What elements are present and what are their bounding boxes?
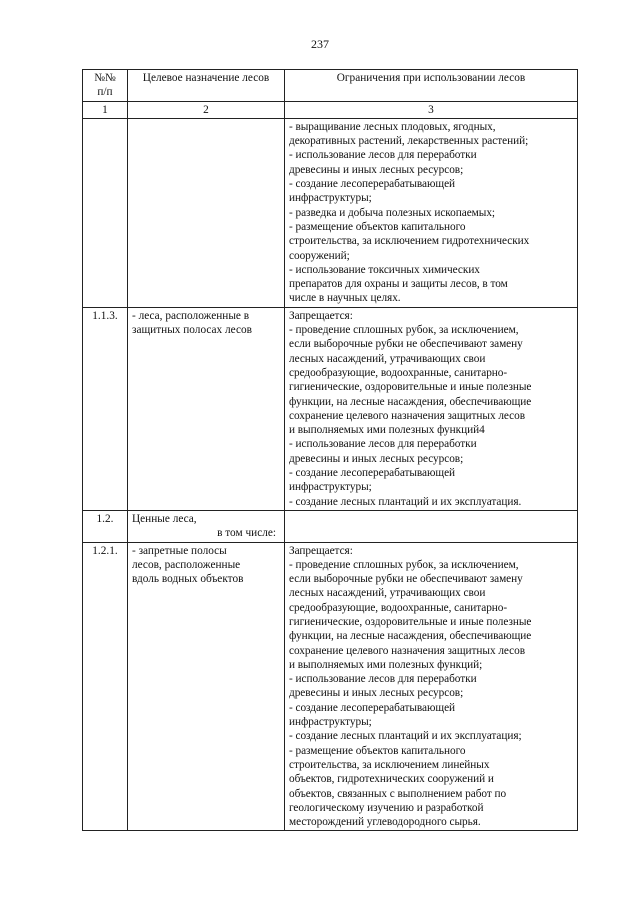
restriction-line: геологическому изучению и разработкой <box>289 801 484 814</box>
restriction-line: - создание лесных плантаций и их эксплуатация; <box>289 730 522 743</box>
restriction-line: месторождений углеводородного сырья. <box>289 816 481 829</box>
row-number <box>83 118 128 307</box>
restriction-line: - использование лесов для переработки <box>289 149 477 162</box>
row-purpose <box>128 542 285 831</box>
restriction-line: сохранение целевого назначения защитных лесов <box>289 644 526 657</box>
column-number-row <box>83 101 578 118</box>
header-restrictions: Ограничения при использовании лесов <box>285 70 578 102</box>
restriction-line: - использование токсичных химических <box>289 263 480 276</box>
column-number-2: 2 <box>128 101 285 118</box>
row-number: 1.2. <box>83 510 128 542</box>
restriction-line: строительства, за исключением линейных <box>289 758 490 771</box>
row-restrictions <box>285 307 578 510</box>
restriction-line: - размещение объектов капитального <box>289 220 466 233</box>
row-purpose <box>128 510 285 542</box>
header-number <box>83 70 128 102</box>
restriction-line: - разведка и добыча полезных ископаемых; <box>289 206 495 219</box>
restriction-line: - создание лесных плантаций и их эксплуатация. <box>289 495 522 508</box>
row-purpose <box>128 307 285 510</box>
header-purpose: Целевое назначение лесов <box>128 70 285 102</box>
restriction-line: объектов, гидротехнических сооружений и <box>289 773 494 786</box>
restriction-line: инфраструктуры; <box>289 192 372 205</box>
restriction-line: - выращивание лесных плодовых, ягодных, <box>289 120 496 133</box>
restriction-line: если выборочные рубки не обеспечивают замену <box>289 573 523 586</box>
table-row <box>83 542 578 831</box>
table-row <box>83 510 578 542</box>
restriction-line: - использование лесов для переработки <box>289 673 477 686</box>
purpose-line: Ценные леса, <box>132 512 197 525</box>
restriction-line: если выборочные рубки не обеспечивают замену <box>289 338 523 351</box>
restriction-line: средообразующие, водоохранные, санитарно- <box>289 601 508 614</box>
row-purpose <box>128 118 285 307</box>
restriction-line: функции, на лесные насаждения, обеспечивающие <box>289 630 532 643</box>
purpose-line: защитных полосах лесов <box>132 324 252 337</box>
row-number: 1.1.3. <box>83 307 128 510</box>
row-number: 1.2.1. <box>83 542 128 831</box>
restriction-line: - использование лесов для переработки <box>289 438 477 451</box>
purpose-line: лесов, расположенные <box>132 558 241 571</box>
table-row <box>83 307 578 510</box>
restriction-line: декоративных растений, лекарственных растений; <box>289 135 529 148</box>
restriction-line: гигиенические, оздоровительные и иные полезные <box>289 615 532 628</box>
restriction-line: средообразующие, водоохранные, санитарно- <box>289 366 508 379</box>
restriction-line: Запрещается: <box>289 309 353 322</box>
restriction-line: сохранение целевого назначения защитных лесов <box>289 409 526 422</box>
restriction-line: - создание лесоперерабатывающей <box>289 178 456 191</box>
purpose-line: - запретные полосы <box>132 544 227 557</box>
header-number-line-2: п/п <box>97 86 113 99</box>
restriction-line: - проведение сплошных рубок, за исключением, <box>289 558 519 571</box>
restriction-line: - создание лесоперерабатывающей <box>289 467 456 480</box>
table-row <box>83 118 578 307</box>
header-number-line-1: №№ <box>94 72 116 84</box>
restriction-line: и выполняемых ими полезных функций4 <box>289 424 485 437</box>
restriction-line: объектов, связанных с выполнением работ по <box>289 787 507 800</box>
restriction-line: и выполняемых ими полезных функций; <box>289 658 483 671</box>
row-restrictions <box>285 118 578 307</box>
restriction-line: инфраструктуры; <box>289 716 372 729</box>
restriction-line: строительства, за исключением гидротехнических <box>289 235 530 248</box>
purpose-line: вдоль водных объектов <box>132 573 244 586</box>
restriction-line: сооружений; <box>289 249 350 262</box>
forest-restrictions-table <box>82 69 578 831</box>
restriction-line: инфраструктуры; <box>289 481 372 494</box>
page-number: 237 <box>311 37 329 51</box>
header-row <box>83 70 578 102</box>
column-number-3: 3 <box>285 101 578 118</box>
restriction-line: древесины и иных лесных ресурсов; <box>289 163 464 176</box>
restriction-line: - размещение объектов капитального <box>289 744 466 757</box>
restriction-line: числе в научных целях. <box>289 292 401 305</box>
restriction-line: - проведение сплошных рубок, за исключением, <box>289 324 519 337</box>
row-restrictions <box>285 510 578 542</box>
restriction-line: препаратов для охраны и защиты лесов, в том <box>289 278 508 291</box>
restriction-line: - создание лесоперерабатывающей <box>289 701 456 714</box>
restriction-line: древесины и иных лесных ресурсов; <box>289 452 464 465</box>
restriction-line: лесных насаждений, утрачивающих свои <box>289 587 486 600</box>
restriction-line: Запрещается: <box>289 544 353 557</box>
restriction-line: гигиенические, оздоровительные и иные полезные <box>289 381 532 394</box>
restriction-line: лесных насаждений, утрачивающих свои <box>289 352 486 365</box>
row-restrictions <box>285 542 578 831</box>
restriction-line: древесины и иных лесных ресурсов; <box>289 687 464 700</box>
column-number-1: 1 <box>83 101 128 118</box>
purpose-line-right: в том числе: <box>217 527 276 540</box>
purpose-line: - леса, расположенные в <box>132 309 250 322</box>
restriction-line: функции, на лесные насаждения, обеспечивающие <box>289 395 532 408</box>
